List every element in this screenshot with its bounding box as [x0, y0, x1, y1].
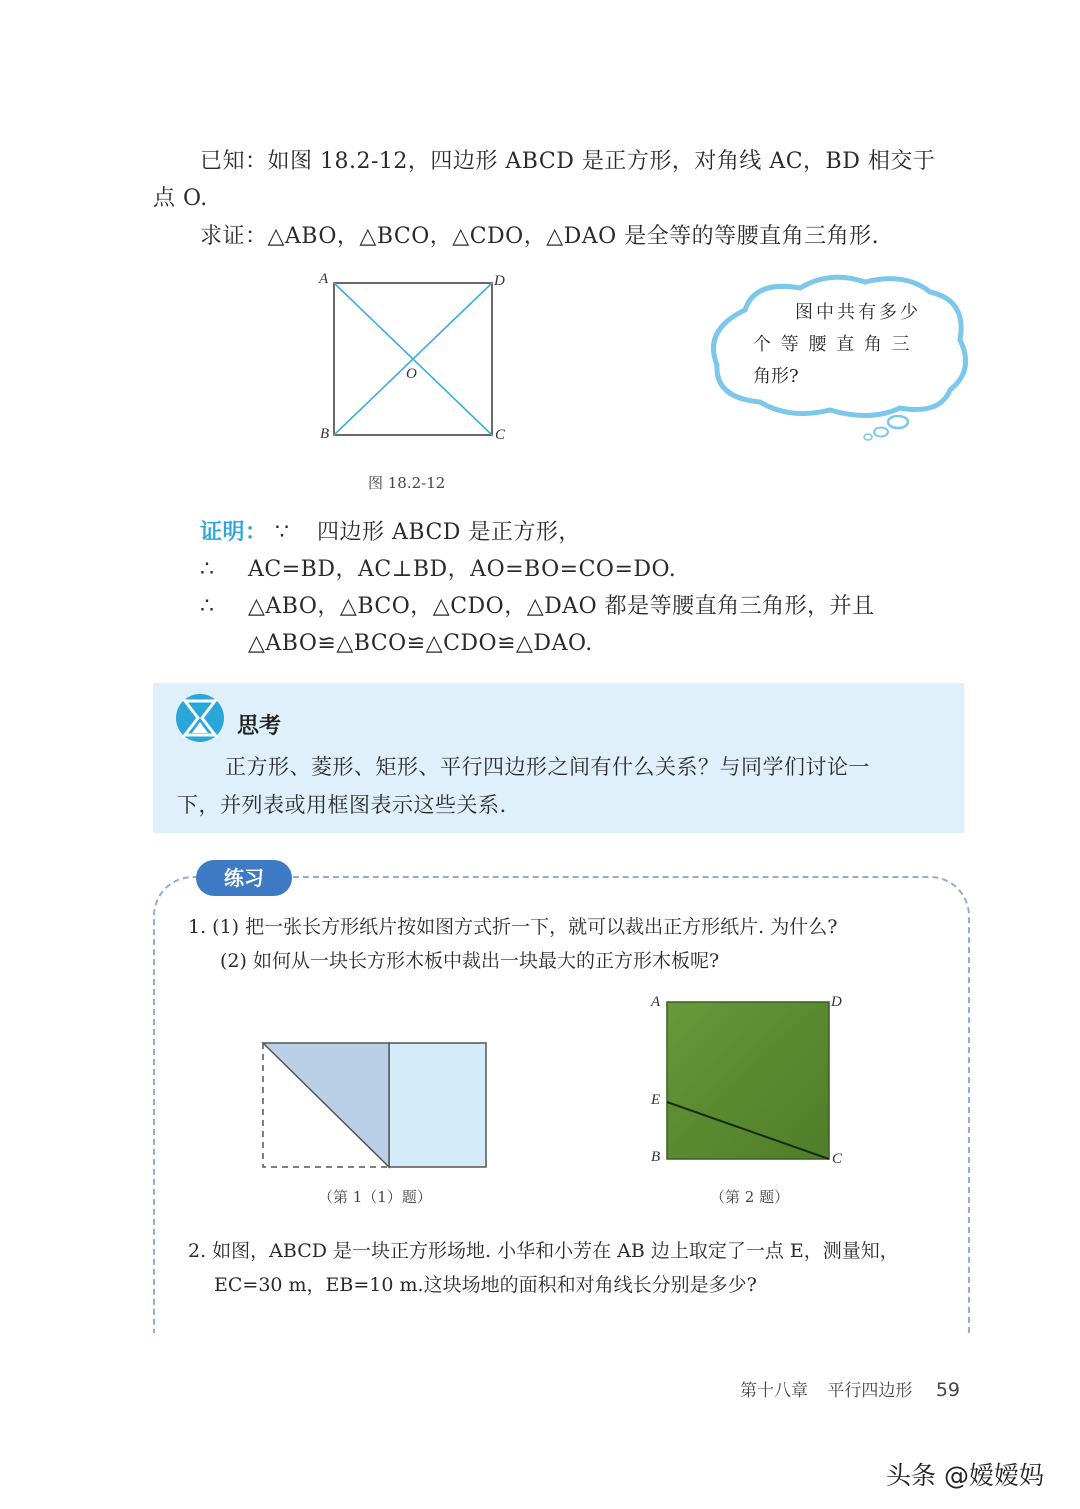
- vertex-label-d: D: [494, 273, 505, 289]
- figure-1-caption: （第 1（1）题）: [318, 1188, 432, 1206]
- field-label-c: C: [832, 1151, 843, 1167]
- therefore-symbol: ∴: [200, 594, 215, 619]
- prove-statement: 求证：△ABO，△BCO，△CDO，△DAO 是全等的等腰直角三角形.: [200, 224, 880, 249]
- field-label-a: A: [651, 994, 661, 1010]
- exercise-q1-part1: 1. (1) 把一张长方形纸片按如图方式折一下，就可以裁出正方形纸片. 为什么?: [188, 916, 838, 938]
- center-label-o: O: [406, 366, 417, 382]
- vertex-label-c: C: [495, 427, 506, 443]
- figure-square-diagonals: [316, 268, 516, 448]
- think-box: [153, 683, 964, 833]
- think-line-2: 下，并列表或用框图表示这些关系.: [177, 793, 507, 817]
- exercise-q2-line2: EC=30 m，EB=10 m.这块场地的面积和对角线长分别是多少?: [214, 1274, 757, 1296]
- figure-caption: 图 18.2-12: [368, 474, 446, 492]
- field-label-d: D: [831, 994, 842, 1010]
- watermark: 头条 @嫒嫒妈: [886, 1461, 1044, 1490]
- page-number: 59: [935, 1379, 960, 1401]
- exercise-q1-part2: (2) 如何从一块长方形木板中裁出一块最大的正方形木板呢?: [220, 950, 720, 972]
- proof-line-3: ∴ △ABO，△BCO，△CDO，△DAO 都是等腰直角三角形，并且: [200, 588, 875, 625]
- figure-2-caption: （第 2 题）: [710, 1188, 790, 1206]
- footer-chapter: 第十八章: [740, 1381, 808, 1401]
- proof-line-4: △ABO≌△BCO≌△CDO≌△DAO.: [248, 631, 593, 656]
- hourglass-icon: [175, 693, 225, 743]
- footer-section: 平行四边形: [827, 1381, 913, 1401]
- bubble-line-3: 角形?: [753, 366, 799, 387]
- bubble-line-1: 图中共有多少: [795, 302, 921, 323]
- think-title: 思考: [237, 714, 282, 739]
- field-label-e: E: [651, 1092, 661, 1108]
- proof-line-2: ∴ AC=BD，AC⊥BD，AO=BO=CO=DO.: [200, 551, 676, 588]
- figure-folded-paper: [258, 1038, 493, 1174]
- bubble-line-2: 个 等 腰 直 角 三: [753, 334, 912, 355]
- thought-bubble: [705, 270, 975, 445]
- think-line-1: 正方形、菱形、矩形、平行四边形之间有什么关系？与同学们讨论一: [225, 755, 870, 779]
- vertex-label-b: B: [320, 426, 330, 442]
- proof-heading: 证明：: [200, 520, 268, 545]
- field-label-b: B: [651, 1149, 661, 1165]
- given-line-2: 点 O.: [153, 186, 208, 211]
- given-line-1: 已知：如图 18.2-12，四边形 ABCD 是正方形，对角线 AC，BD 相交于: [200, 149, 936, 174]
- because-symbol: ∵: [275, 520, 290, 545]
- proof-line-1: 证明： ∵ 四边形 ABCD 是正方形，: [200, 520, 581, 545]
- vertex-label-a: A: [319, 271, 329, 287]
- exercise-badge: 练习: [196, 860, 292, 896]
- therefore-symbol: ∴: [200, 557, 215, 582]
- page-footer: [740, 1376, 960, 1401]
- figure-square-field: [646, 992, 856, 1172]
- exercise-q2-line1: 2. 如图，ABCD 是一块正方形场地. 小华和小芳在 AB 边上取定了一点 E，测量知，: [188, 1240, 899, 1262]
